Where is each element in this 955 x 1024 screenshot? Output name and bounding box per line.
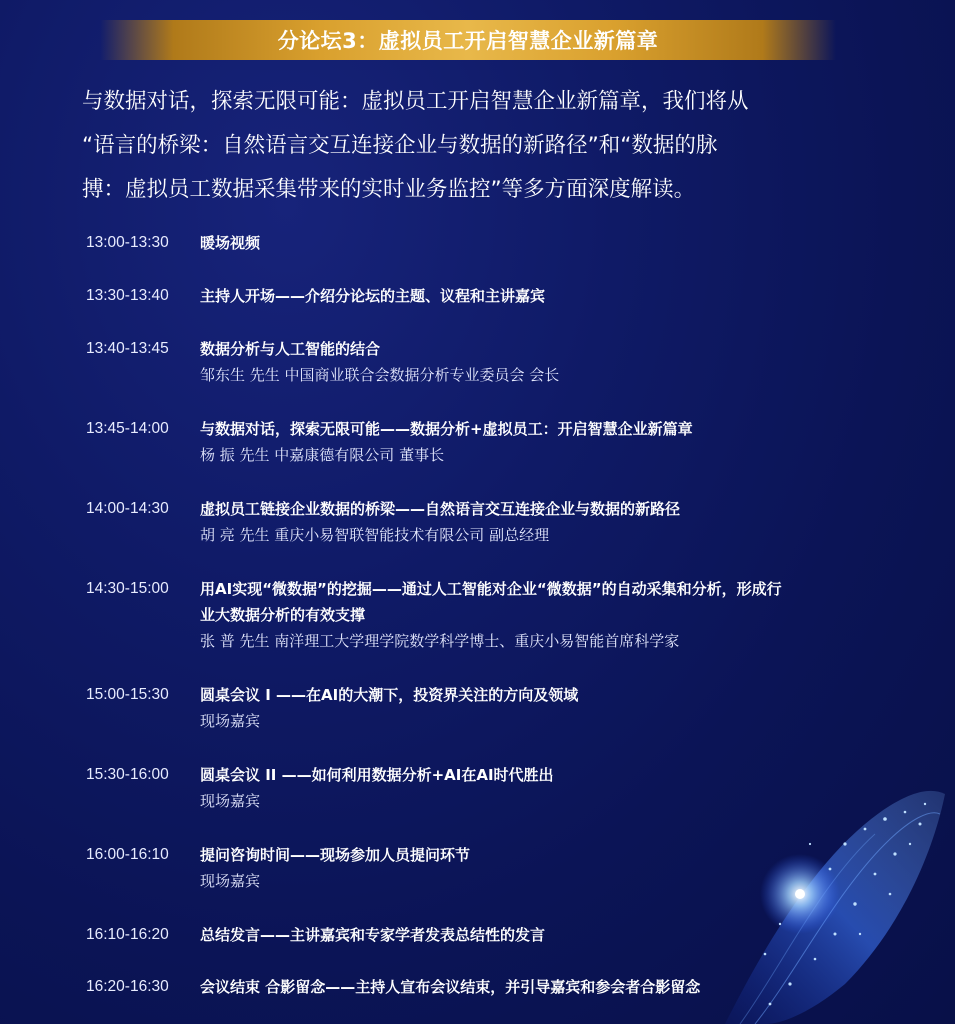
agenda-title: 圆桌会议 II ——如何利用数据分析+AI在AI时代胜出 bbox=[200, 766, 554, 784]
agenda-time: 13:45-14:00 bbox=[86, 420, 169, 437]
agenda-title-continued: 业大数据分析的有效支撑 bbox=[200, 606, 366, 624]
agenda-speaker: 现场嘉宾 bbox=[200, 872, 261, 890]
agenda-speaker: 胡 亮 先生 重庆小易智联智能技术有限公司 副总经理 bbox=[200, 526, 550, 544]
section-title: 分论坛3：虚拟员工开启智慧企业新篇章 bbox=[277, 29, 659, 53]
agenda-title: 暖场视频 bbox=[200, 234, 261, 252]
agenda-time: 14:00-14:30 bbox=[86, 500, 169, 517]
agenda-time: 13:40-13:45 bbox=[86, 340, 169, 357]
agenda-title: 数据分析与人工智能的结合 bbox=[200, 340, 381, 358]
agenda-time: 15:00-15:30 bbox=[86, 686, 169, 703]
agenda-time: 13:30-13:40 bbox=[86, 287, 169, 304]
agenda-speaker: 张 普 先生 南洋理工大学理学院数学科学博士、重庆小易智能首席科学家 bbox=[200, 632, 680, 650]
agenda-speaker: 杨 振 先生 中嘉康德有限公司 董事长 bbox=[200, 446, 445, 464]
agenda-time: 16:00-16:10 bbox=[86, 846, 169, 863]
intro-line: 搏：虚拟员工数据采集带来的实时业务监控”等多方面深度解读。 bbox=[82, 177, 696, 202]
agenda-speaker: 现场嘉宾 bbox=[200, 792, 261, 810]
agenda-time: 16:20-16:30 bbox=[86, 978, 169, 995]
agenda-title: 圆桌会议 I ——在AI的大潮下，投资界关注的方向及领域 bbox=[200, 686, 579, 704]
agenda-title: 虚拟员工链接企业数据的桥梁——自然语言交互连接企业与数据的新路径 bbox=[200, 500, 681, 518]
agenda-speaker: 邹东生 先生 中国商业联合会数据分析专业委员会 会长 bbox=[200, 366, 560, 384]
agenda-time: 14:30-15:00 bbox=[86, 580, 169, 597]
agenda-time: 15:30-16:00 bbox=[86, 766, 169, 783]
agenda-title: 用AI实现“微数据”的挖掘——通过人工智能对企业“微数据”的自动采集和分析，形成行 bbox=[200, 580, 782, 598]
agenda-title: 提问咨询时间——现场参加人员提问环节 bbox=[200, 846, 471, 864]
agenda-time: 13:00-13:30 bbox=[86, 234, 169, 251]
section-banner bbox=[100, 20, 836, 60]
agenda-title: 与数据对话，探索无限可能——数据分析+虚拟员工：开启智慧企业新篇章 bbox=[200, 420, 693, 438]
agenda-time: 16:10-16:20 bbox=[86, 926, 169, 943]
agenda-title: 主持人开场——介绍分论坛的主题、议程和主讲嘉宾 bbox=[200, 287, 546, 305]
agenda-title: 会议结束 合影留念——主持人宣布会议结束，并引导嘉宾和参会者合影留念 bbox=[200, 978, 701, 996]
agenda-speaker: 现场嘉宾 bbox=[200, 712, 261, 730]
agenda-title: 总结发言——主讲嘉宾和专家学者发表总结性的发言 bbox=[200, 926, 546, 944]
intro-paragraph bbox=[82, 80, 890, 212]
intro-line: 与数据对话，探索无限可能：虚拟员工开启智慧企业新篇章，我们将从 bbox=[82, 89, 749, 114]
intro-line: “语言的桥梁：自然语言交互连接企业与数据的新路径”和“数据的脉 bbox=[82, 133, 718, 158]
